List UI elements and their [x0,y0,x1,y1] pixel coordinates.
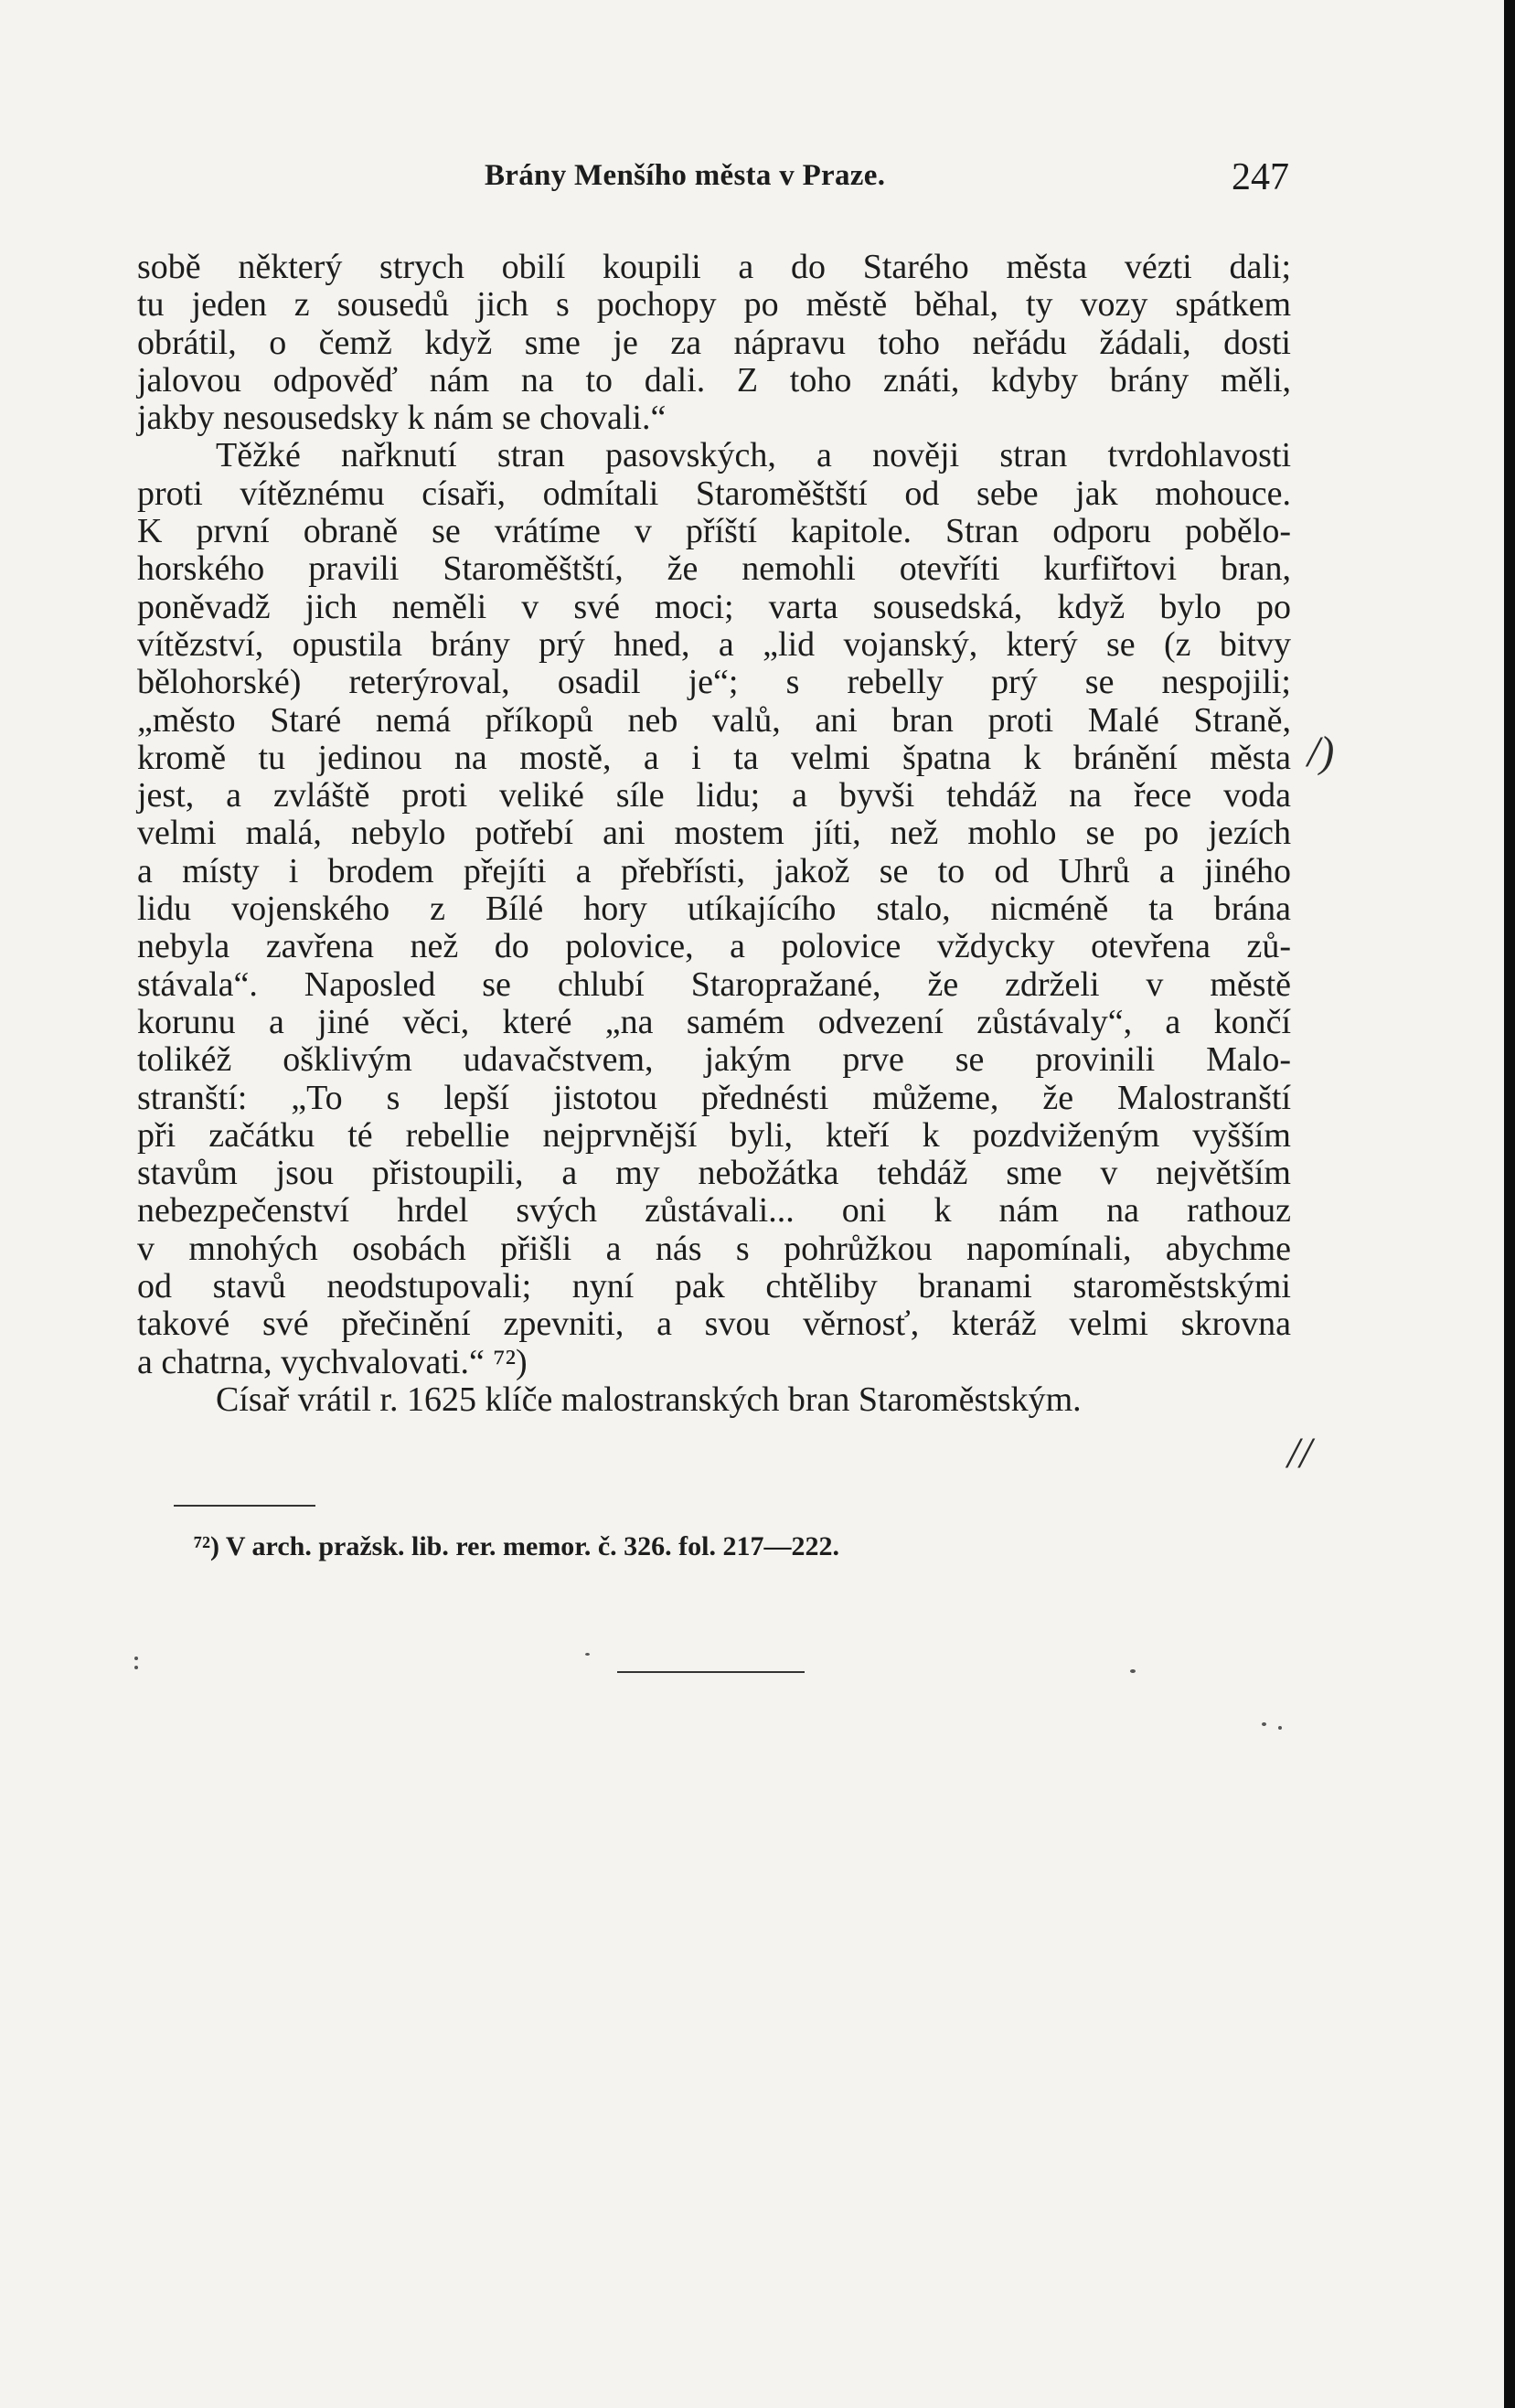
text-line: sobě některý strych obilí koupili a do Starého města vézti dali; [137,248,1291,286]
scan-speck [1278,1726,1282,1730]
text-line: v mnohých osobách přišli a nás s pohrůžkou napomínali, abychme [137,1229,1291,1268]
scan-speck [134,1666,138,1669]
text-line: poněvadž jich neměli v své moci; varta sousedská, když bylo po [137,587,1291,626]
margin-annotation: /) [1307,728,1335,776]
text-line: a místy i brodem přejíti a přebřísti, jakož se to od Uhrů a jiného [137,851,1291,890]
text-line: vítězství, opustila brány prý hned, a „lid vojanský, který se (z bitvy [137,624,1291,664]
text-line: Císař vrátil r. 1625 klíče malostranských bran Staroměstským. [216,1380,1082,1419]
text-line: jakby nesousedsky k nám se chovali.“ [137,399,667,438]
text-line: nebyla zavřena než do polovice, a polovice vždycky otevřena zů- [137,927,1291,966]
text-line: obrátil, o čemž když sme je za nápravu toho neřádu žádali, dosti [137,323,1291,362]
scan-speck [1130,1669,1136,1673]
scan-border [1504,0,1515,2408]
text-line: kromě tu jedinou na mostě, a i ta velmi špatna k bránění města [137,738,1291,777]
text-line: stavům jsou přistoupili, a my nebožátka tehdáž sme v největším [137,1154,1291,1193]
text-line: a chatrna, vychvalovati.“ ⁷²) [137,1342,528,1381]
text-line: korunu a jiné věci, které „na samém odvezení zůstávaly“, a končí [137,1002,1291,1041]
running-title: Brány Menšího města v Praze. [485,159,886,192]
text-line: „město Staré nemá příkopů neb valů, ani bran proti Malé Straně, [137,700,1291,740]
text-line: lidu vojenského z Bílé hory utíkajícího stalo, nicméně ta brána [137,890,1291,929]
scan-speck [1262,1722,1266,1726]
scan-speck [134,1657,138,1660]
scan-speck [585,1653,590,1656]
body-text [137,249,1291,1419]
text-line: jest, a zvláště proti veliké síle lidu; a byvši tehdáž na řece voda [137,776,1291,815]
text-line: proti vítěznému císaři, odmítali Staroměštští od sebe jak mohouce. [137,474,1291,513]
text-line: nebezpečenství hrdel svých zůstávali... oni k nám na rathouz [137,1191,1291,1231]
text-line: při začátku té rebellie nejprvnější byli, kteří k pozdviženým vyšším [137,1115,1291,1155]
end-divider [617,1671,805,1673]
text-line: bělohorské) reterýroval, osadil je“; s rebelly prý se nespojili; [137,663,1291,702]
text-line: tolikéž ošklivým udavačstvem, jakým prve se provinili Malo- [137,1040,1291,1080]
text-line: velmi malá, nebylo potřebí ani mostem jíti, než mohlo se po jezích [137,814,1291,853]
footnote-divider [174,1505,315,1507]
margin-annotation: // [1287,1429,1312,1477]
text-line: takové své přečinění zpevniti, a svou věrnosť, kteráž velmi skrovna [137,1305,1291,1344]
page-number: 247 [1232,156,1289,198]
text-line: jalovou odpověď nám na to dali. Z toho znáti, kdyby brány měli, [137,360,1291,400]
text-line: stranští: „To s lepší jistotou přednésti můžeme, že Malostranští [137,1078,1291,1117]
text-line: Těžké nařknutí stran pasovských, a nověji stran tvrdohlavosti [216,436,1291,475]
running-head [137,155,1289,210]
text-line: tu jeden z sousedů jich s pochopy po městě běhal, ty vozy spátkem [137,285,1291,325]
footnote: ⁷²) V arch. pražsk. lib. rer. memor. č. 326. fol. 217—222. [194,1531,840,1561]
text-line: od stavů neodstupovali; nyní pak chtěliby branami staroměstskými [137,1267,1291,1306]
text-line: K první obraně se vrátíme v příští kapitole. Stran odporu pobělo- [137,512,1291,551]
text-line: horského pravili Staroměštští, že nemohli otevříti kurfiřtovi bran, [137,549,1291,589]
text-line: stávala“. Naposled se chlubí Staropražané, že zdrželi v městě [137,964,1291,1004]
